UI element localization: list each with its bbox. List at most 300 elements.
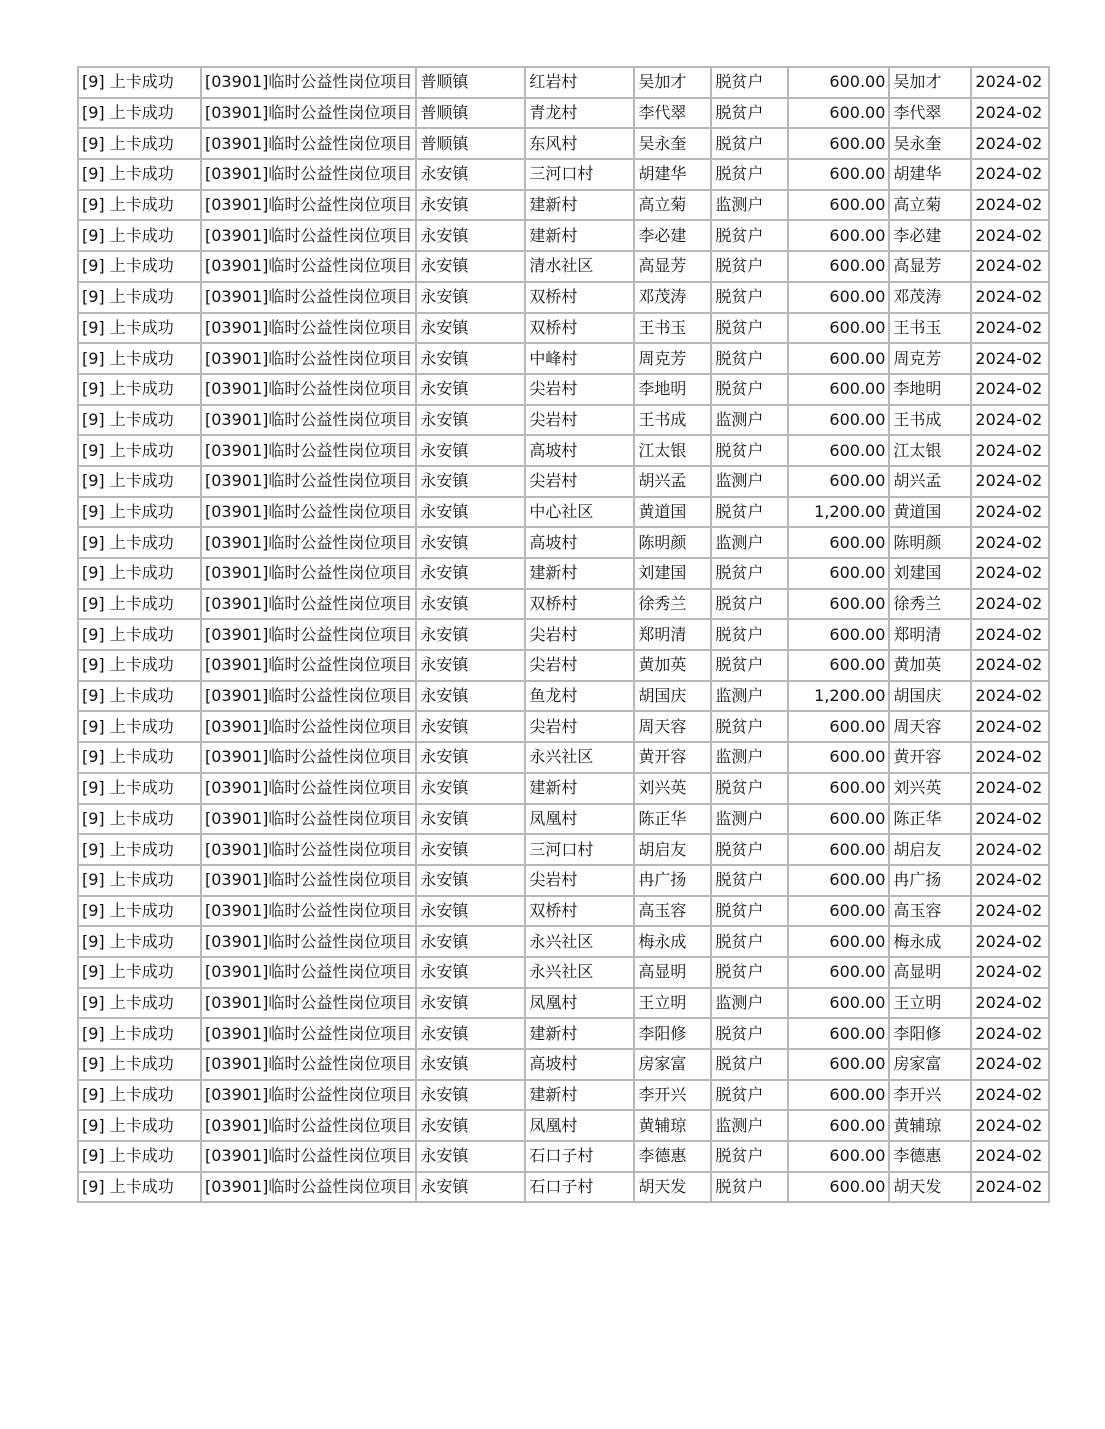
village-cell: 中心社区 bbox=[525, 497, 634, 528]
town-cell: 普顺镇 bbox=[416, 67, 525, 98]
table-row bbox=[78, 466, 1049, 497]
period-cell: 2024-02 bbox=[971, 957, 1049, 988]
status-cell: [9] 上卡成功 bbox=[78, 374, 201, 405]
village-cell: 永兴社区 bbox=[525, 926, 634, 957]
amount-cell: 600.00 bbox=[788, 1018, 889, 1049]
period-cell: 2024-02 bbox=[971, 711, 1049, 742]
status-cell: [9] 上卡成功 bbox=[78, 282, 201, 313]
name-cell: 王立明 bbox=[634, 988, 711, 1019]
period-cell: 2024-02 bbox=[971, 988, 1049, 1019]
period-cell: 2024-02 bbox=[971, 773, 1049, 804]
period-cell: 2024-02 bbox=[971, 1141, 1049, 1172]
project-cell: [03901]临时公益性岗位项目 bbox=[201, 1172, 416, 1203]
table-row bbox=[78, 865, 1049, 896]
village-cell: 双桥村 bbox=[525, 282, 634, 313]
period-cell: 2024-02 bbox=[971, 220, 1049, 251]
payment-table bbox=[77, 66, 1050, 1203]
status-cell: [9] 上卡成功 bbox=[78, 98, 201, 129]
amount-cell: 600.00 bbox=[788, 220, 889, 251]
period-cell: 2024-02 bbox=[971, 128, 1049, 159]
category-cell: 脱贫户 bbox=[711, 435, 788, 466]
amount-cell: 600.00 bbox=[788, 834, 889, 865]
table-row bbox=[78, 834, 1049, 865]
table-row bbox=[78, 650, 1049, 681]
name-cell: 黄辅琼 bbox=[634, 1110, 711, 1141]
period-cell: 2024-02 bbox=[971, 558, 1049, 589]
payee-cell: 李阳修 bbox=[889, 1018, 971, 1049]
period-cell: 2024-02 bbox=[971, 1018, 1049, 1049]
period-cell: 2024-02 bbox=[971, 742, 1049, 773]
payee-cell: 邓茂涛 bbox=[889, 282, 971, 313]
amount-cell: 600.00 bbox=[788, 67, 889, 98]
category-cell: 脱贫户 bbox=[711, 1172, 788, 1203]
table-row bbox=[78, 1172, 1049, 1203]
village-cell: 尖岩村 bbox=[525, 865, 634, 896]
amount-cell: 600.00 bbox=[788, 435, 889, 466]
project-cell: [03901]临时公益性岗位项目 bbox=[201, 190, 416, 221]
amount-cell: 600.00 bbox=[788, 1049, 889, 1080]
period-cell: 2024-02 bbox=[971, 681, 1049, 712]
project-cell: [03901]临时公益性岗位项目 bbox=[201, 405, 416, 436]
village-cell: 双桥村 bbox=[525, 896, 634, 927]
payee-cell: 胡启友 bbox=[889, 834, 971, 865]
category-cell: 监测户 bbox=[711, 190, 788, 221]
category-cell: 监测户 bbox=[711, 988, 788, 1019]
amount-cell: 600.00 bbox=[788, 98, 889, 129]
status-cell: [9] 上卡成功 bbox=[78, 1110, 201, 1141]
payee-cell: 王书成 bbox=[889, 405, 971, 436]
project-cell: [03901]临时公益性岗位项目 bbox=[201, 1141, 416, 1172]
period-cell: 2024-02 bbox=[971, 251, 1049, 282]
table-row bbox=[78, 957, 1049, 988]
period-cell: 2024-02 bbox=[971, 589, 1049, 620]
status-cell: [9] 上卡成功 bbox=[78, 159, 201, 190]
payee-cell: 黄开容 bbox=[889, 742, 971, 773]
village-cell: 石口子村 bbox=[525, 1141, 634, 1172]
town-cell: 永安镇 bbox=[416, 926, 525, 957]
village-cell: 建新村 bbox=[525, 220, 634, 251]
project-cell: [03901]临时公益性岗位项目 bbox=[201, 650, 416, 681]
period-cell: 2024-02 bbox=[971, 343, 1049, 374]
name-cell: 陈明颜 bbox=[634, 527, 711, 558]
town-cell: 永安镇 bbox=[416, 1141, 525, 1172]
town-cell: 永安镇 bbox=[416, 865, 525, 896]
category-cell: 监测户 bbox=[711, 804, 788, 835]
period-cell: 2024-02 bbox=[971, 374, 1049, 405]
category-cell: 脱贫户 bbox=[711, 957, 788, 988]
project-cell: [03901]临时公益性岗位项目 bbox=[201, 865, 416, 896]
name-cell: 陈正华 bbox=[634, 804, 711, 835]
status-cell: [9] 上卡成功 bbox=[78, 343, 201, 374]
payee-cell: 刘兴英 bbox=[889, 773, 971, 804]
village-cell: 鱼龙村 bbox=[525, 681, 634, 712]
amount-cell: 600.00 bbox=[788, 374, 889, 405]
village-cell: 尖岩村 bbox=[525, 650, 634, 681]
category-cell: 脱贫户 bbox=[711, 1080, 788, 1111]
town-cell: 永安镇 bbox=[416, 466, 525, 497]
category-cell: 脱贫户 bbox=[711, 865, 788, 896]
category-cell: 脱贫户 bbox=[711, 220, 788, 251]
project-cell: [03901]临时公益性岗位项目 bbox=[201, 804, 416, 835]
payee-cell: 高玉容 bbox=[889, 896, 971, 927]
amount-cell: 600.00 bbox=[788, 282, 889, 313]
status-cell: [9] 上卡成功 bbox=[78, 619, 201, 650]
town-cell: 永安镇 bbox=[416, 650, 525, 681]
project-cell: [03901]临时公益性岗位项目 bbox=[201, 435, 416, 466]
status-cell: [9] 上卡成功 bbox=[78, 957, 201, 988]
village-cell: 中峰村 bbox=[525, 343, 634, 374]
town-cell: 永安镇 bbox=[416, 804, 525, 835]
project-cell: [03901]临时公益性岗位项目 bbox=[201, 681, 416, 712]
name-cell: 吴永奎 bbox=[634, 128, 711, 159]
village-cell: 尖岩村 bbox=[525, 619, 634, 650]
payee-cell: 胡国庆 bbox=[889, 681, 971, 712]
town-cell: 永安镇 bbox=[416, 773, 525, 804]
amount-cell: 600.00 bbox=[788, 865, 889, 896]
village-cell: 建新村 bbox=[525, 558, 634, 589]
amount-cell: 600.00 bbox=[788, 527, 889, 558]
project-cell: [03901]临时公益性岗位项目 bbox=[201, 466, 416, 497]
status-cell: [9] 上卡成功 bbox=[78, 742, 201, 773]
period-cell: 2024-02 bbox=[971, 466, 1049, 497]
town-cell: 永安镇 bbox=[416, 1018, 525, 1049]
town-cell: 永安镇 bbox=[416, 405, 525, 436]
amount-cell: 600.00 bbox=[788, 896, 889, 927]
status-cell: [9] 上卡成功 bbox=[78, 67, 201, 98]
village-cell: 尖岩村 bbox=[525, 466, 634, 497]
village-cell: 青龙村 bbox=[525, 98, 634, 129]
category-cell: 监测户 bbox=[711, 405, 788, 436]
name-cell: 徐秀兰 bbox=[634, 589, 711, 620]
village-cell: 双桥村 bbox=[525, 589, 634, 620]
project-cell: [03901]临时公益性岗位项目 bbox=[201, 67, 416, 98]
project-cell: [03901]临时公益性岗位项目 bbox=[201, 1080, 416, 1111]
name-cell: 李地明 bbox=[634, 374, 711, 405]
amount-cell: 600.00 bbox=[788, 251, 889, 282]
category-cell: 监测户 bbox=[711, 742, 788, 773]
status-cell: [9] 上卡成功 bbox=[78, 435, 201, 466]
name-cell: 王书成 bbox=[634, 405, 711, 436]
category-cell: 脱贫户 bbox=[711, 128, 788, 159]
status-cell: [9] 上卡成功 bbox=[78, 527, 201, 558]
period-cell: 2024-02 bbox=[971, 926, 1049, 957]
status-cell: [9] 上卡成功 bbox=[78, 589, 201, 620]
name-cell: 胡建华 bbox=[634, 159, 711, 190]
amount-cell: 600.00 bbox=[788, 926, 889, 957]
town-cell: 永安镇 bbox=[416, 527, 525, 558]
table-row bbox=[78, 773, 1049, 804]
period-cell: 2024-02 bbox=[971, 1080, 1049, 1111]
village-cell: 凤凰村 bbox=[525, 1110, 634, 1141]
payee-cell: 房家富 bbox=[889, 1049, 971, 1080]
town-cell: 永安镇 bbox=[416, 313, 525, 344]
name-cell: 高显明 bbox=[634, 957, 711, 988]
category-cell: 脱贫户 bbox=[711, 834, 788, 865]
payee-cell: 梅永成 bbox=[889, 926, 971, 957]
status-cell: [9] 上卡成功 bbox=[78, 251, 201, 282]
amount-cell: 600.00 bbox=[788, 742, 889, 773]
category-cell: 脱贫户 bbox=[711, 896, 788, 927]
status-cell: [9] 上卡成功 bbox=[78, 865, 201, 896]
status-cell: [9] 上卡成功 bbox=[78, 1049, 201, 1080]
village-cell: 三河口村 bbox=[525, 159, 634, 190]
category-cell: 脱贫户 bbox=[711, 558, 788, 589]
payee-cell: 高显明 bbox=[889, 957, 971, 988]
category-cell: 脱贫户 bbox=[711, 313, 788, 344]
project-cell: [03901]临时公益性岗位项目 bbox=[201, 1018, 416, 1049]
payee-cell: 陈明颜 bbox=[889, 527, 971, 558]
payee-cell: 李地明 bbox=[889, 374, 971, 405]
status-cell: [9] 上卡成功 bbox=[78, 466, 201, 497]
period-cell: 2024-02 bbox=[971, 804, 1049, 835]
period-cell: 2024-02 bbox=[971, 834, 1049, 865]
payee-cell: 吴加才 bbox=[889, 67, 971, 98]
project-cell: [03901]临时公益性岗位项目 bbox=[201, 98, 416, 129]
status-cell: [9] 上卡成功 bbox=[78, 711, 201, 742]
status-cell: [9] 上卡成功 bbox=[78, 834, 201, 865]
payee-cell: 胡天发 bbox=[889, 1172, 971, 1203]
payee-cell: 李德惠 bbox=[889, 1141, 971, 1172]
amount-cell: 600.00 bbox=[788, 711, 889, 742]
payee-cell: 江太银 bbox=[889, 435, 971, 466]
table-row bbox=[78, 282, 1049, 313]
period-cell: 2024-02 bbox=[971, 67, 1049, 98]
town-cell: 永安镇 bbox=[416, 282, 525, 313]
category-cell: 脱贫户 bbox=[711, 773, 788, 804]
name-cell: 李阳修 bbox=[634, 1018, 711, 1049]
table-row bbox=[78, 1080, 1049, 1111]
category-cell: 监测户 bbox=[711, 527, 788, 558]
period-cell: 2024-02 bbox=[971, 527, 1049, 558]
payee-cell: 刘建国 bbox=[889, 558, 971, 589]
project-cell: [03901]临时公益性岗位项目 bbox=[201, 343, 416, 374]
amount-cell: 600.00 bbox=[788, 313, 889, 344]
table-row bbox=[78, 67, 1049, 98]
name-cell: 刘兴英 bbox=[634, 773, 711, 804]
town-cell: 永安镇 bbox=[416, 558, 525, 589]
project-cell: [03901]临时公益性岗位项目 bbox=[201, 251, 416, 282]
village-cell: 凤凰村 bbox=[525, 804, 634, 835]
amount-cell: 600.00 bbox=[788, 343, 889, 374]
category-cell: 监测户 bbox=[711, 1110, 788, 1141]
project-cell: [03901]临时公益性岗位项目 bbox=[201, 926, 416, 957]
town-cell: 永安镇 bbox=[416, 589, 525, 620]
category-cell: 脱贫户 bbox=[711, 98, 788, 129]
category-cell: 脱贫户 bbox=[711, 1018, 788, 1049]
table-row bbox=[78, 374, 1049, 405]
amount-cell: 600.00 bbox=[788, 957, 889, 988]
name-cell: 吴加才 bbox=[634, 67, 711, 98]
payee-cell: 高显芳 bbox=[889, 251, 971, 282]
period-cell: 2024-02 bbox=[971, 650, 1049, 681]
amount-cell: 600.00 bbox=[788, 1110, 889, 1141]
project-cell: [03901]临时公益性岗位项目 bbox=[201, 313, 416, 344]
table-row bbox=[78, 190, 1049, 221]
status-cell: [9] 上卡成功 bbox=[78, 128, 201, 159]
period-cell: 2024-02 bbox=[971, 159, 1049, 190]
project-cell: [03901]临时公益性岗位项目 bbox=[201, 1110, 416, 1141]
project-cell: [03901]临时公益性岗位项目 bbox=[201, 589, 416, 620]
status-cell: [9] 上卡成功 bbox=[78, 497, 201, 528]
payee-cell: 王立明 bbox=[889, 988, 971, 1019]
name-cell: 胡国庆 bbox=[634, 681, 711, 712]
table-row bbox=[78, 220, 1049, 251]
period-cell: 2024-02 bbox=[971, 435, 1049, 466]
name-cell: 黄开容 bbox=[634, 742, 711, 773]
name-cell: 周天容 bbox=[634, 711, 711, 742]
town-cell: 永安镇 bbox=[416, 988, 525, 1019]
name-cell: 黄加英 bbox=[634, 650, 711, 681]
period-cell: 2024-02 bbox=[971, 865, 1049, 896]
category-cell: 脱贫户 bbox=[711, 282, 788, 313]
village-cell: 凤凰村 bbox=[525, 988, 634, 1019]
village-cell: 红岩村 bbox=[525, 67, 634, 98]
table-row bbox=[78, 558, 1049, 589]
payee-cell: 周天容 bbox=[889, 711, 971, 742]
town-cell: 永安镇 bbox=[416, 711, 525, 742]
category-cell: 脱贫户 bbox=[711, 619, 788, 650]
name-cell: 胡兴孟 bbox=[634, 466, 711, 497]
name-cell: 梅永成 bbox=[634, 926, 711, 957]
category-cell: 脱贫户 bbox=[711, 251, 788, 282]
table-body bbox=[78, 67, 1049, 1202]
period-cell: 2024-02 bbox=[971, 313, 1049, 344]
payee-cell: 徐秀兰 bbox=[889, 589, 971, 620]
amount-cell: 600.00 bbox=[788, 650, 889, 681]
project-cell: [03901]临时公益性岗位项目 bbox=[201, 220, 416, 251]
name-cell: 房家富 bbox=[634, 1049, 711, 1080]
name-cell: 邓茂涛 bbox=[634, 282, 711, 313]
village-cell: 东风村 bbox=[525, 128, 634, 159]
town-cell: 永安镇 bbox=[416, 497, 525, 528]
payee-cell: 胡兴孟 bbox=[889, 466, 971, 497]
name-cell: 郑明清 bbox=[634, 619, 711, 650]
amount-cell: 1,200.00 bbox=[788, 681, 889, 712]
name-cell: 高立菊 bbox=[634, 190, 711, 221]
category-cell: 脱贫户 bbox=[711, 711, 788, 742]
amount-cell: 600.00 bbox=[788, 1141, 889, 1172]
period-cell: 2024-02 bbox=[971, 896, 1049, 927]
payee-cell: 李代翠 bbox=[889, 98, 971, 129]
category-cell: 脱贫户 bbox=[711, 374, 788, 405]
town-cell: 永安镇 bbox=[416, 957, 525, 988]
table-row bbox=[78, 527, 1049, 558]
name-cell: 王书玉 bbox=[634, 313, 711, 344]
town-cell: 永安镇 bbox=[416, 190, 525, 221]
town-cell: 永安镇 bbox=[416, 220, 525, 251]
village-cell: 清水社区 bbox=[525, 251, 634, 282]
table-row bbox=[78, 619, 1049, 650]
table-row bbox=[78, 435, 1049, 466]
category-cell: 脱贫户 bbox=[711, 343, 788, 374]
category-cell: 脱贫户 bbox=[711, 1049, 788, 1080]
name-cell: 胡天发 bbox=[634, 1172, 711, 1203]
town-cell: 永安镇 bbox=[416, 834, 525, 865]
payee-cell: 黄道国 bbox=[889, 497, 971, 528]
status-cell: [9] 上卡成功 bbox=[78, 313, 201, 344]
payee-cell: 李开兴 bbox=[889, 1080, 971, 1111]
table-row bbox=[78, 98, 1049, 129]
town-cell: 永安镇 bbox=[416, 343, 525, 374]
payee-cell: 李必建 bbox=[889, 220, 971, 251]
project-cell: [03901]临时公益性岗位项目 bbox=[201, 527, 416, 558]
period-cell: 2024-02 bbox=[971, 1172, 1049, 1203]
period-cell: 2024-02 bbox=[971, 405, 1049, 436]
table-row bbox=[78, 251, 1049, 282]
category-cell: 脱贫户 bbox=[711, 497, 788, 528]
town-cell: 永安镇 bbox=[416, 742, 525, 773]
village-cell: 永兴社区 bbox=[525, 742, 634, 773]
town-cell: 永安镇 bbox=[416, 619, 525, 650]
village-cell: 尖岩村 bbox=[525, 405, 634, 436]
period-cell: 2024-02 bbox=[971, 1110, 1049, 1141]
payee-cell: 黄加英 bbox=[889, 650, 971, 681]
village-cell: 三河口村 bbox=[525, 834, 634, 865]
village-cell: 石口子村 bbox=[525, 1172, 634, 1203]
table-row bbox=[78, 711, 1049, 742]
project-cell: [03901]临时公益性岗位项目 bbox=[201, 159, 416, 190]
village-cell: 尖岩村 bbox=[525, 711, 634, 742]
name-cell: 冉广扬 bbox=[634, 865, 711, 896]
project-cell: [03901]临时公益性岗位项目 bbox=[201, 1049, 416, 1080]
payee-cell: 黄辅琼 bbox=[889, 1110, 971, 1141]
village-cell: 尖岩村 bbox=[525, 374, 634, 405]
table-row bbox=[78, 497, 1049, 528]
project-cell: [03901]临时公益性岗位项目 bbox=[201, 957, 416, 988]
project-cell: [03901]临时公益性岗位项目 bbox=[201, 742, 416, 773]
village-cell: 高坡村 bbox=[525, 1049, 634, 1080]
period-cell: 2024-02 bbox=[971, 497, 1049, 528]
table-row bbox=[78, 1141, 1049, 1172]
category-cell: 监测户 bbox=[711, 466, 788, 497]
status-cell: [9] 上卡成功 bbox=[78, 1141, 201, 1172]
period-cell: 2024-02 bbox=[971, 282, 1049, 313]
town-cell: 永安镇 bbox=[416, 374, 525, 405]
status-cell: [9] 上卡成功 bbox=[78, 804, 201, 835]
amount-cell: 1,200.00 bbox=[788, 497, 889, 528]
table-row bbox=[78, 405, 1049, 436]
amount-cell: 600.00 bbox=[788, 190, 889, 221]
amount-cell: 600.00 bbox=[788, 773, 889, 804]
category-cell: 脱贫户 bbox=[711, 159, 788, 190]
table-row bbox=[78, 1049, 1049, 1080]
amount-cell: 600.00 bbox=[788, 1172, 889, 1203]
category-cell: 监测户 bbox=[711, 681, 788, 712]
village-cell: 建新村 bbox=[525, 1018, 634, 1049]
period-cell: 2024-02 bbox=[971, 98, 1049, 129]
table-row bbox=[78, 988, 1049, 1019]
project-cell: [03901]临时公益性岗位项目 bbox=[201, 619, 416, 650]
status-cell: [9] 上卡成功 bbox=[78, 988, 201, 1019]
payee-cell: 周克芳 bbox=[889, 343, 971, 374]
name-cell: 高玉容 bbox=[634, 896, 711, 927]
village-cell: 高坡村 bbox=[525, 435, 634, 466]
status-cell: [9] 上卡成功 bbox=[78, 558, 201, 589]
status-cell: [9] 上卡成功 bbox=[78, 926, 201, 957]
amount-cell: 600.00 bbox=[788, 619, 889, 650]
table-row bbox=[78, 1018, 1049, 1049]
town-cell: 永安镇 bbox=[416, 159, 525, 190]
category-cell: 脱贫户 bbox=[711, 1141, 788, 1172]
project-cell: [03901]临时公益性岗位项目 bbox=[201, 282, 416, 313]
amount-cell: 600.00 bbox=[788, 558, 889, 589]
payee-cell: 王书玉 bbox=[889, 313, 971, 344]
status-cell: [9] 上卡成功 bbox=[78, 1172, 201, 1203]
town-cell: 永安镇 bbox=[416, 435, 525, 466]
name-cell: 周克芳 bbox=[634, 343, 711, 374]
payee-cell: 陈正华 bbox=[889, 804, 971, 835]
town-cell: 普顺镇 bbox=[416, 128, 525, 159]
